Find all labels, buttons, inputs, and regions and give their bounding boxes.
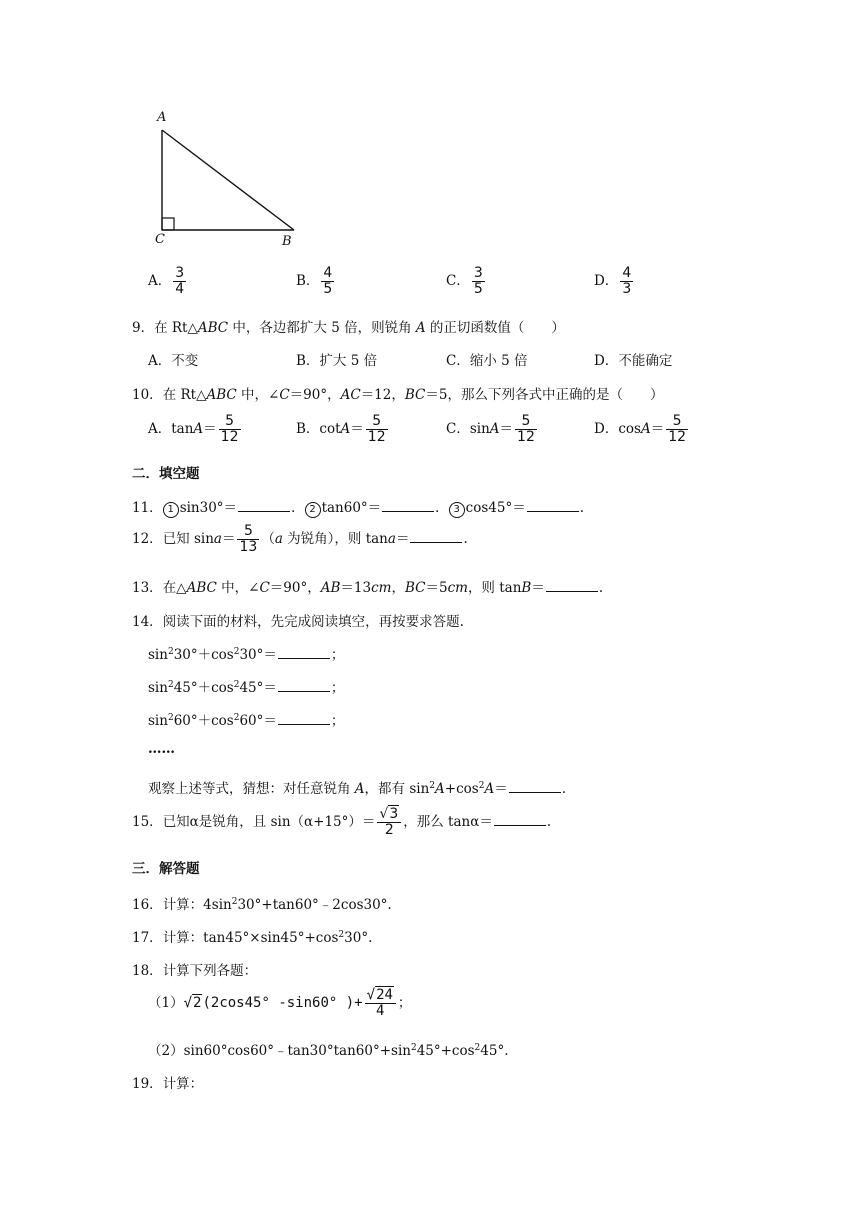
fraction: $\frac{5}{12}$ bbox=[517, 413, 535, 445]
answer-blank[interactable] bbox=[238, 499, 290, 512]
q10-option-a: A．tanA＝ $\frac{5}{12}$ bbox=[148, 413, 239, 445]
option-label: A． bbox=[148, 273, 172, 289]
fraction: $\frac{5}{12}$ bbox=[367, 413, 386, 445]
question-10: 10．在 Rt△ABC 中，∠C＝90°，AC＝12，BC＝5，那么下列各式中正确的是（ ） bbox=[132, 387, 664, 403]
q10-option-d: D．cosA＝ $\frac{5}{12}$ bbox=[594, 413, 687, 445]
answer-blank[interactable] bbox=[278, 679, 330, 692]
answer-blank[interactable] bbox=[278, 712, 330, 725]
answer-blank[interactable] bbox=[410, 530, 462, 543]
q14-line-1: $\sin^230^\circ+\cos^230^\circ=$ ； bbox=[148, 647, 345, 663]
q9-option-a: A．不变 bbox=[148, 353, 199, 369]
answer-blank[interactable] bbox=[382, 499, 434, 512]
q8-option-b bbox=[296, 266, 336, 297]
question-18: 18．计算下列各题： bbox=[132, 963, 258, 979]
q9-option-b: B．扩大 5 倍 bbox=[296, 353, 378, 369]
answer-blank[interactable] bbox=[527, 499, 579, 512]
fraction: $\frac{5}{13}$ bbox=[239, 523, 258, 555]
question-13: 13．在△ABC 中，∠C＝90°，AB＝13cm，BC＝5cm，则 tanB＝ . bbox=[132, 580, 604, 596]
q10-option-c: C．sinA＝ $\frac{5}{12}$ bbox=[446, 413, 535, 445]
answer-blank[interactable] bbox=[546, 579, 598, 592]
fraction: $\frac{3}{4}$ bbox=[175, 265, 185, 297]
option-label: C． bbox=[446, 273, 470, 289]
section-solve-heading: 三．解答题 bbox=[132, 861, 200, 877]
section-fill-in-heading: 二．填空题 bbox=[132, 466, 200, 482]
q14-line-3: $\sin^260^\circ+\cos^260^\circ=$ ； bbox=[148, 713, 345, 729]
fraction: $\frac{5}{12}$ bbox=[220, 413, 239, 445]
q8-option-a bbox=[148, 266, 188, 297]
question-17: 17．计算：$\tan 45^\circ\times\sin 45^\circ+\cos^230^\circ$. bbox=[132, 930, 373, 946]
q18-part-1: （1）√2(2cos45° -sin60° )+ $\frac{√24}{4}$ ； bbox=[148, 987, 412, 1019]
option-label: B． bbox=[296, 273, 320, 289]
answer-blank[interactable] bbox=[278, 646, 330, 659]
q9-option-c: C．缩小 5 倍 bbox=[446, 353, 528, 369]
question-9: 9．在 Rt△ABC 中，各边都扩大 5 倍，则锐角 A 的正切函数值（ ） bbox=[132, 320, 565, 336]
option-label: D． bbox=[594, 273, 619, 289]
q9-option-d: D．不能确定 bbox=[594, 353, 673, 369]
q14-conclusion: 观察上述等式，猜想：对任意锐角 A，都有 $\sin^2A+\cos^2A=$ . bbox=[148, 781, 566, 797]
q14-ellipsis: …… bbox=[148, 741, 175, 757]
vertex-b-label: B bbox=[282, 234, 292, 249]
q10-option-b: B．cotA＝ $\frac{5}{12}$ bbox=[296, 413, 386, 445]
q8-option-d bbox=[594, 266, 635, 297]
question-19: 19．计算： bbox=[132, 1076, 204, 1092]
fraction: $\frac{3}{5}$ bbox=[473, 265, 483, 297]
question-12: 12．已知 sina＝ $\frac{5}{13}$ （a 为锐角），则 tana＝ . bbox=[132, 523, 468, 555]
answer-blank[interactable] bbox=[509, 780, 561, 793]
q8-option-c bbox=[446, 266, 487, 297]
question-16: 16．计算：$4\sin^230^\circ+\tan 60^\circ﹣2\cos 30^\circ$. bbox=[132, 897, 392, 913]
question-14: 14．阅读下面的材料，先完成阅读填空，再按要求答题. bbox=[132, 614, 464, 630]
vertex-c-label: C bbox=[155, 232, 165, 247]
right-angle-mark bbox=[162, 218, 174, 230]
vertex-a-label: A bbox=[157, 110, 167, 125]
question-15: 15．已知α是锐角，且 sin（α+15°）＝ $\frac{√3}{2}$ ，那么 tanα＝ . bbox=[132, 806, 552, 838]
question-11: 11． 1 sin30°＝ ． 2 tan60°＝ ． 3 cos45°＝ . bbox=[132, 500, 585, 516]
sqrt-fraction: $\frac{√24}{4}$ bbox=[365, 988, 396, 1019]
answer-blank[interactable] bbox=[494, 813, 546, 826]
sqrt-fraction: $\frac{√3}{2}$ bbox=[377, 807, 401, 838]
side-ab bbox=[162, 130, 294, 230]
fraction: $\frac{5}{12}$ bbox=[668, 413, 687, 445]
q14-line-2: $\sin^245^\circ+\cos^245^\circ=$ ； bbox=[148, 680, 345, 696]
fraction: $\frac{4}{3}$ bbox=[622, 265, 632, 297]
q18-part-2: $(2)\sin 60^\circ\cos 60^\circ﹣\tan 30^\circ\tan 60^\circ+\sin^245^\circ+\cos^245^\circ$. bbox=[148, 1043, 509, 1059]
right-triangle-figure bbox=[140, 110, 310, 255]
fraction: $\frac{4}{5}$ bbox=[323, 265, 333, 297]
